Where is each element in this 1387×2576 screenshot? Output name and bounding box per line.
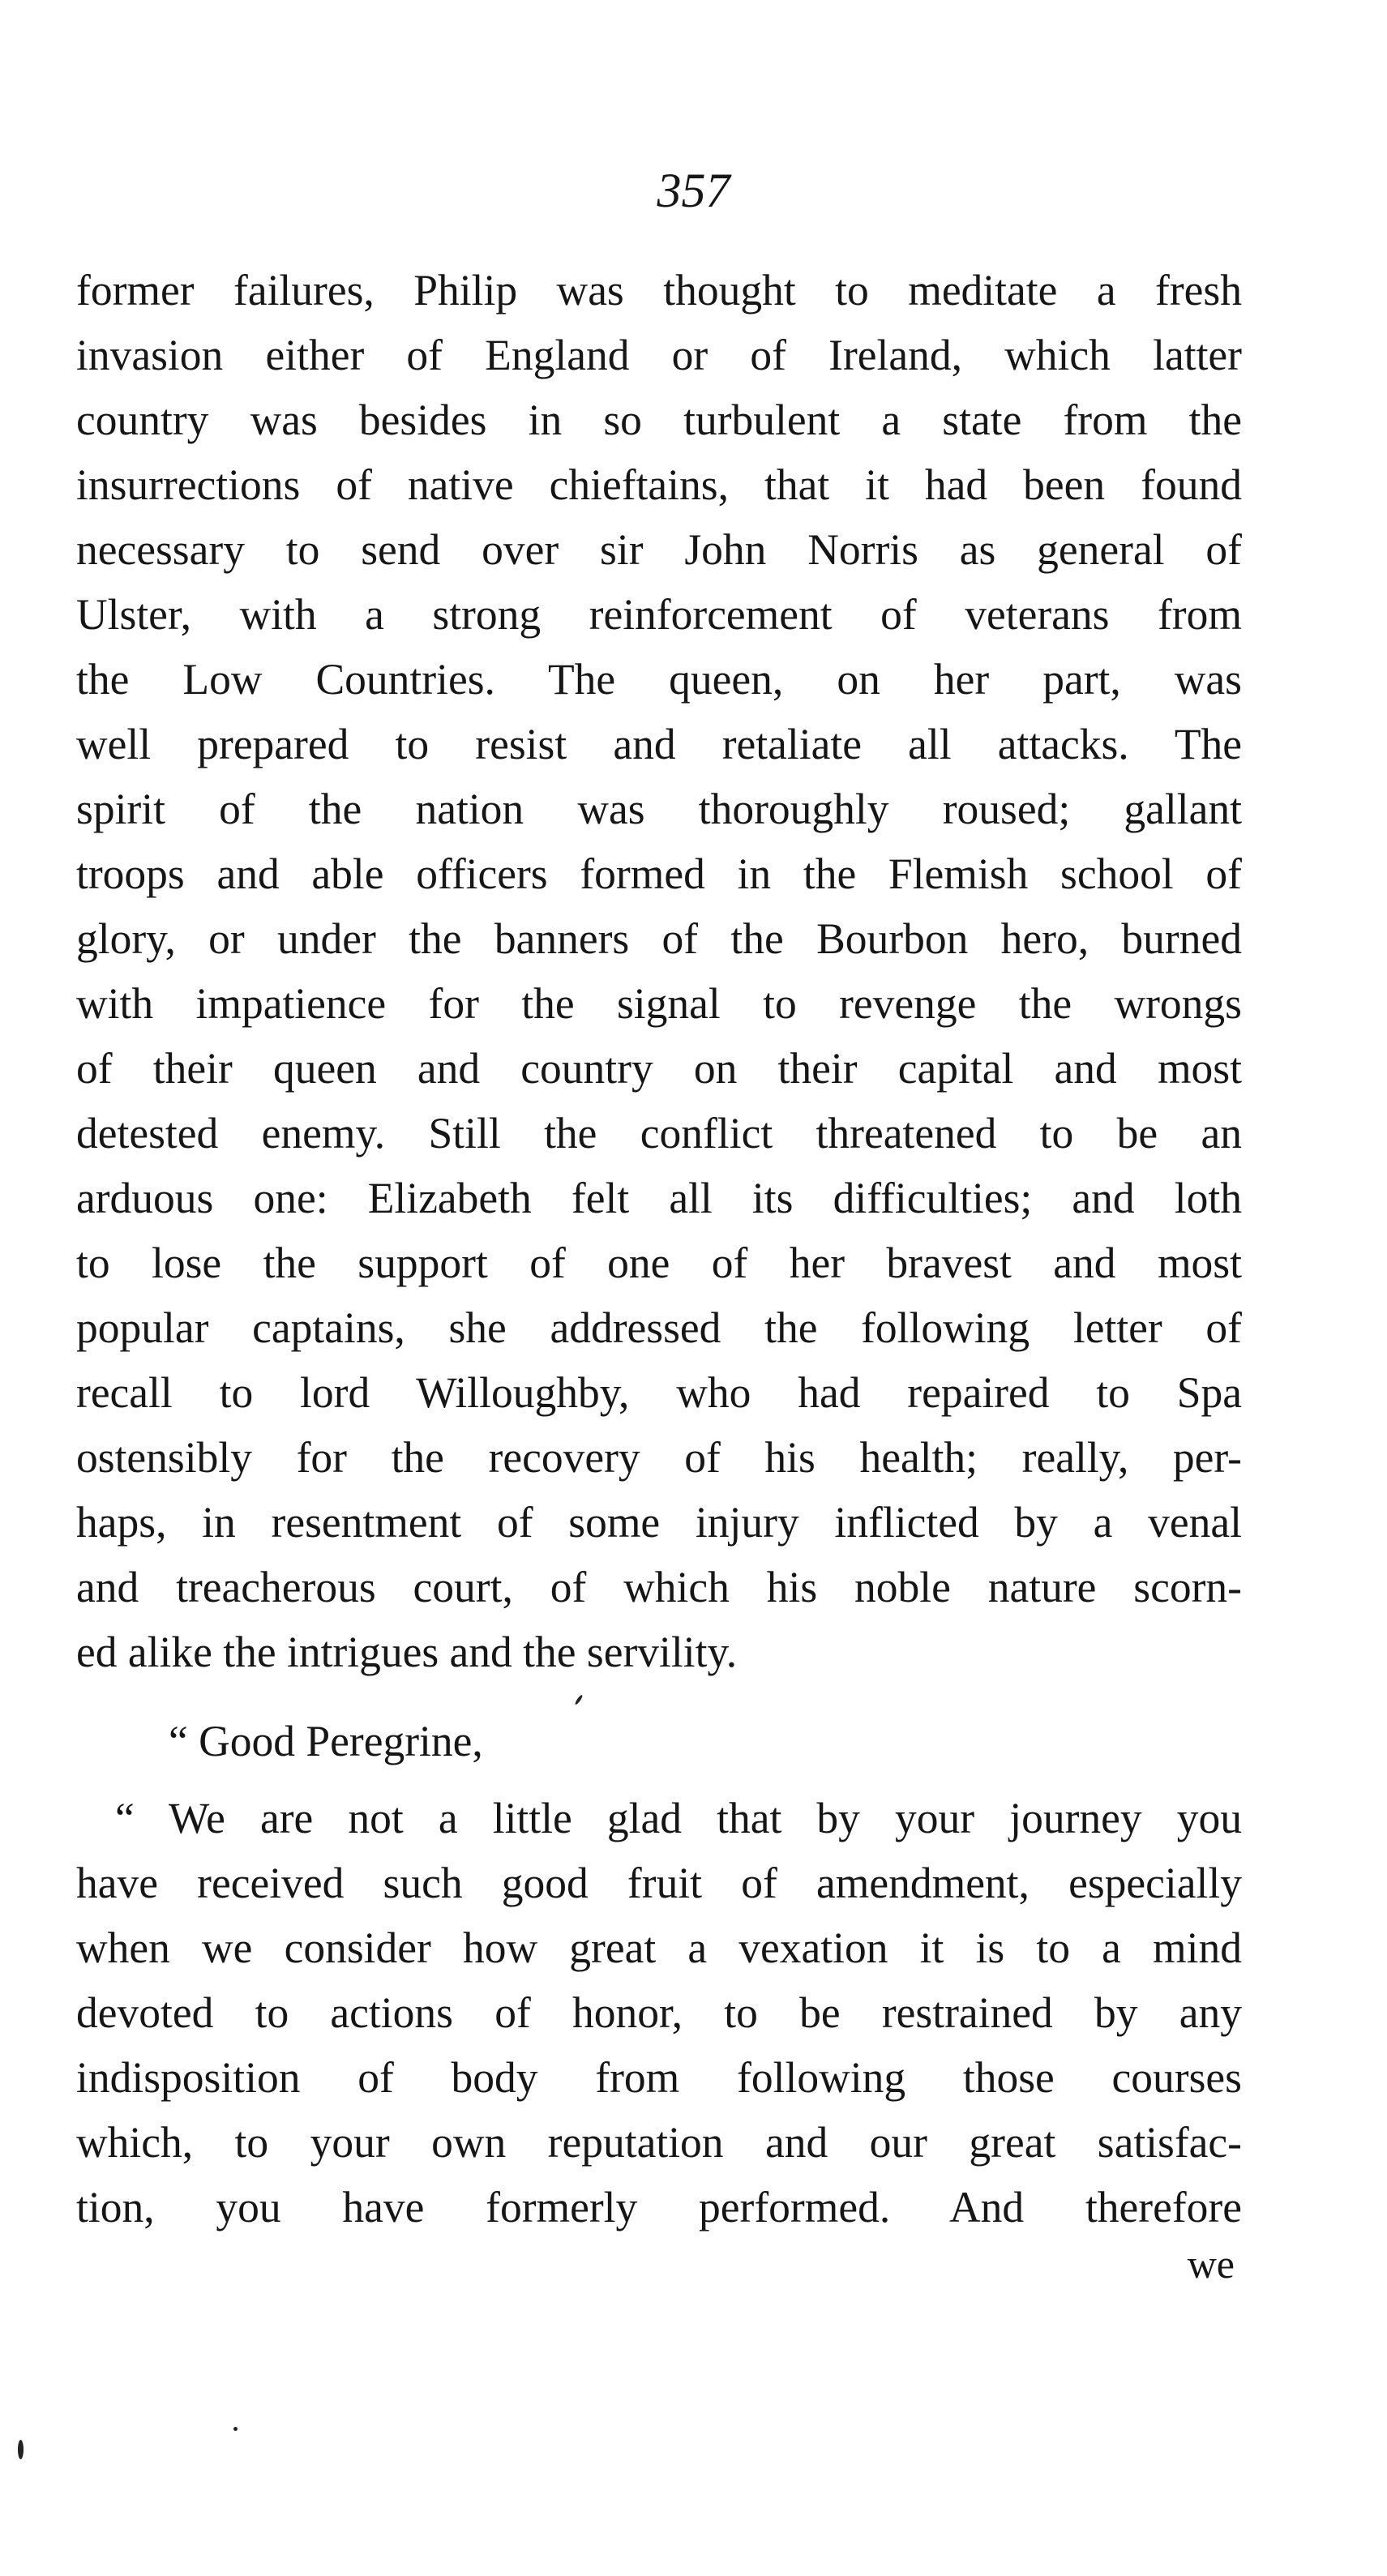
text-line: ostensibly for the recovery of his health; really, per-	[76, 1433, 1242, 1482]
text-line: former failures, Philip was thought to meditate a fresh	[76, 266, 1242, 315]
text-line: glory, or under the banners of the Bourbon hero, burned	[76, 914, 1242, 963]
text-line: necessary to send over sir John Norris as general of	[76, 525, 1242, 574]
ink-speck	[574, 1694, 583, 1705]
text-line: “ We are not a little glad that by your journey you	[115, 1794, 1242, 1842]
text-line: detested enemy. Still the conflict threatened to be an	[76, 1109, 1242, 1157]
text-line: which, to your own reputation and our great satisfac-	[76, 2118, 1242, 2167]
text-line: with impatience for the signal to revenge the wrongs	[76, 979, 1242, 1028]
paragraph-narrative	[76, 258, 1242, 1684]
text-line: troops and able officers formed in the Flemish school of	[76, 849, 1242, 898]
text-line: indisposition of body from following those courses	[76, 2053, 1242, 2102]
text-line: ed alike the intrigues and the servility.	[76, 1628, 738, 1676]
text-line: well prepared to resist and retaliate all attacks. The	[76, 720, 1242, 768]
text-line: to lose the support of one of her bravest and most	[76, 1239, 1242, 1287]
text-line: devoted to actions of honor, to be restrained by any	[76, 1988, 1242, 2037]
text-line: tion, you have formerly performed. And therefore	[76, 2183, 1242, 2232]
text-line: insurrections of native chieftains, that it had been found	[76, 460, 1242, 509]
text-line: of their queen and country on their capital and most	[76, 1044, 1242, 1093]
text-line: haps, in resentment of some injury inflicted by a venal	[76, 1498, 1242, 1547]
paragraph-letter	[76, 1786, 1242, 2240]
text-line: popular captains, she addressed the following letter of	[76, 1303, 1242, 1352]
page-number: 357	[657, 164, 730, 217]
text-line: when we consider how great a vexation it is to a mind	[76, 1923, 1242, 1972]
letter-salutation: “ Good Peregrine,	[169, 1717, 483, 1765]
text-line: have received such good fruit of amendment, especially	[76, 1859, 1242, 1907]
text-line: and treacherous court, of which his noble nature scorn-	[76, 1563, 1242, 1611]
text-line: Ulster, with a strong reinforcement of veterans from	[76, 590, 1242, 639]
text-line: the Low Countries. The queen, on her part, was	[76, 655, 1242, 704]
text-line: recall to lord Willoughby, who had repaired to Spa	[76, 1368, 1242, 1417]
text-line: arduous one: Elizabeth felt all its difficulties; and loth	[76, 1174, 1242, 1222]
text-line: invasion either of England or of Ireland, which latter	[76, 331, 1242, 379]
text-line: country was besides in so turbulent a state from the	[76, 396, 1242, 444]
catchword: we	[1187, 2241, 1235, 2287]
text-line: spirit of the nation was thoroughly roused; gallant	[76, 785, 1242, 833]
ink-speck	[233, 2427, 238, 2431]
ink-speck	[18, 2440, 24, 2459]
